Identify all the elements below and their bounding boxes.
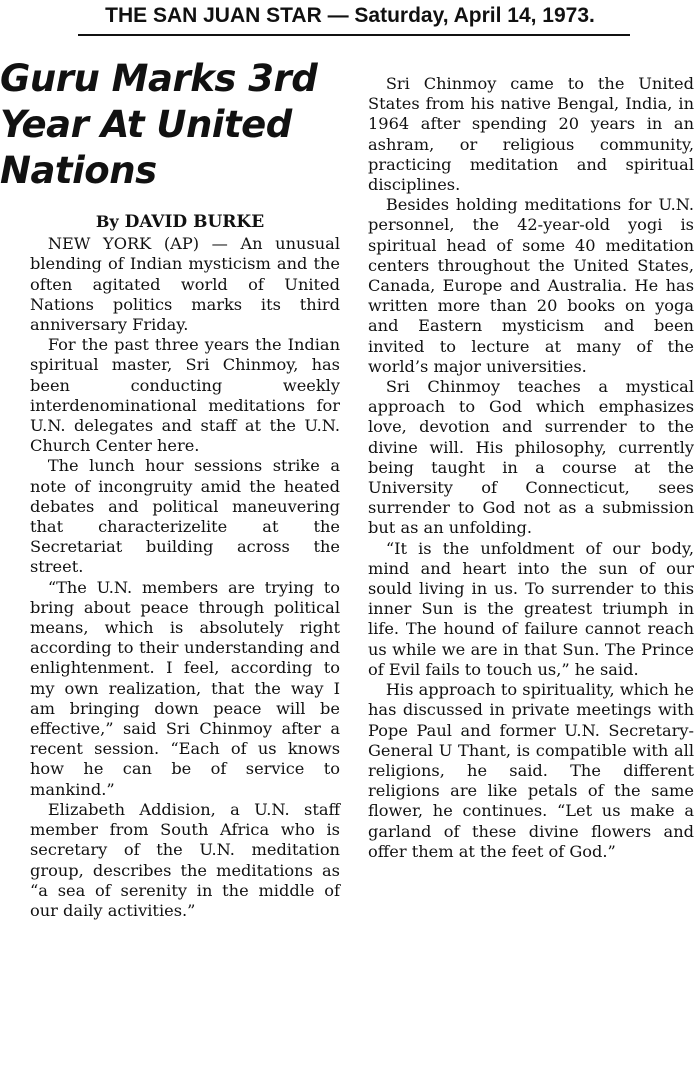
paragraph-8: Sri Chinmoy teaches a mystical approach to God which emphasizes love, devotion and surrender to the divine will. His philosophy, currently being taught in a course at the University of Connecticut, sees surrender to God not as a submission but as an unfolding. (368, 377, 694, 538)
masthead-rule (78, 34, 630, 36)
byline (20, 212, 340, 232)
paragraph-7: Besides holding meditations for U.N. personnel, the 42-year-old yogi is spiritual head of some 40 meditation centers throughout the United States, Canada, Europe and Australia. He has written more than 20 books on yoga and Eastern mysticism and been invited to lecture at many of the world’s major universities. (368, 195, 694, 376)
paragraph-1: NEW YORK (AP) — An unusual blending of Indian mysticism and the often agitated world of United Nations politics marks its third anniversary Friday. (30, 234, 340, 335)
paragraph-3: The lunch hour sessions strike a note of incongruity amid the heated debates and political maneuvering that characterizelite at the Secretariat building across the street. (30, 456, 340, 577)
headline: Guru Marks 3rd Year At United Nations (0, 57, 318, 192)
masthead: THE SAN JUAN STAR — Saturday, April 14, 1973. (105, 4, 595, 27)
paragraph-4: “The U.N. members are trying to bring about peace through political means, which is absolutely right according to their understanding and enlightenment. I feel, according to my own realization, that the way I am bringing down peace will be effective,” said Sri Chinmoy after a recent session. “Each of us knows how he can be of service to mankind.” (30, 577, 340, 799)
right-column (368, 74, 694, 862)
paragraph-10: His approach to spirituality, which he has discussed in private meetings with Pope Paul and former U.N. Secretary-General U Thant, is compatible with all religions, he said. The different religions are like petals of the same flower, he continues. “Let us make a garland of these divine flowers and offer them at the feet of God.” (368, 680, 694, 861)
paragraph-5: Elizabeth Addision, a U.N. staff member from South Africa who is secretary of the U.N. meditation group, describes the meditations as “a sea of serenity in the middle of our daily activities.” (30, 799, 340, 920)
paragraph-6: Sri Chinmoy came to the United States from his native Bengal, India, in 1964 after spending 20 years in an ashram, or religious community, practicing meditation and spiritual disciplines. (368, 74, 694, 195)
byline-name: DAVID BURKE (124, 212, 265, 232)
byline-prefix: By (95, 212, 119, 231)
paragraph-2: For the past three years the Indian spiritual master, Sri Chinmoy, has been conducting weekly interdenominational meditations for U.N. delegates and staff at the U.N. Church Center here. (30, 335, 340, 456)
paragraph-9: “It is the unfoldment of our body, mind and heart into the sun of our sould living in us. To surrender to this inner Sun is the greatest triumph in life. The hound of failure cannot reach us while we are in that Sun. The Prince of Evil fails to touch us,” he said. (368, 538, 694, 679)
left-column (0, 52, 340, 921)
